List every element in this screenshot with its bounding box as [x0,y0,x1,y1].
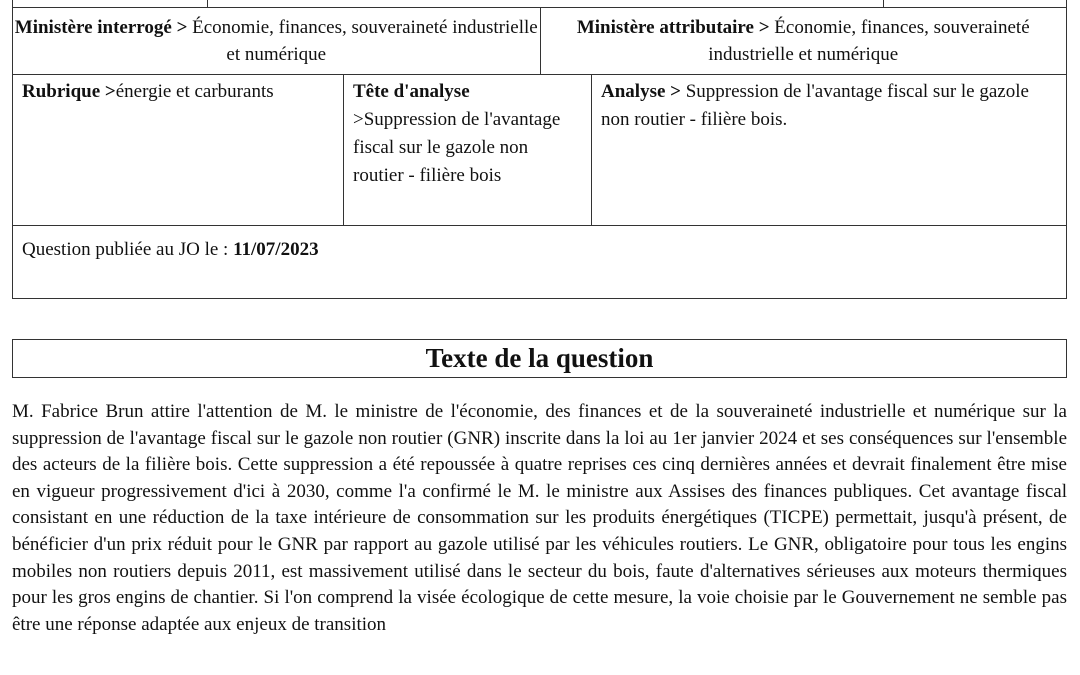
ministere-interroge-value: Économie, finances, souveraineté industrielle et numérique [192,17,538,65]
tete-analyse-value: >Suppression de l'avantage fiscal sur le gazole non routier - filière bois [353,109,561,186]
ministries-row [13,7,1066,74]
rubrique-cell [13,75,343,225]
question-body: M. Fabrice Brun attire l'attention de M. le ministre de l'économie, des finances et de la souveraineté industrielle et numérique sur la suppression de l'avantage fiscal sur le gazole non routier (GNR) inscrite dans la loi au 1er janvier 2024 et ses conséquences sur l'ensemble des acteurs de la filière bois. Cette suppression a été repoussée à quatre reprises ces cinq dernières années et devrait finalement être mise en vigueur progressivement d'ici à 2030, comme l'a confirmé le M. le ministre aux Assises des finances publiques. Cet avantage fiscal consistant en une réduction de la taxe intérieure de consommation sur les produits énergétiques (TICPE) permettait, jusqu'à présent, de bénéficier d'un prix réduit pour le GNR par rapport au gazole utilisé par les véhicules routiers. Le GNR, obligatoire pour tous les engins mobiles non routiers depuis 2011, est massivement utilisé dans le secteur du bois, faute d'alternatives sérieuses aux moteurs thermiques pour les gros engins de chantier. Si l'on comprend la visée écologique de cette mesure, la voie choisie par le Gouvernement ne semble pas être une réponse adaptée aux enjeux de transition [12,401,1067,635]
question-info-table [12,0,1067,299]
tete-analyse-label: Tête d'analyse [353,81,470,102]
publication-row [13,225,1066,298]
tete-analyse-cell [343,75,591,225]
table-top-cell [207,0,883,7]
table-top-cell [13,0,207,7]
section-title: Texte de la question [12,339,1067,378]
table-top-row [13,0,1066,7]
ministere-interroge-cell [13,8,540,74]
ministere-attributaire-cell [540,8,1067,74]
analyse-value: Suppression de l'avantage fiscal sur le gazole non routier - filière bois. [601,81,1029,130]
ministere-interroge-label: Ministère interrogé > [14,17,188,38]
rubrique-label: Rubrique > [22,81,116,102]
ministere-attributaire-value: Économie, finances, souveraineté industrielle et numérique [708,17,1030,65]
analyse-cell [591,75,1066,225]
rubrique-value: énergie et carburants [115,81,274,102]
ministere-attributaire-label: Ministère attributaire > [576,17,770,38]
publication-date: 11/07/2023 [233,239,319,260]
document-page [12,0,1067,635]
analyse-label: Analyse > [601,81,681,102]
classification-row [13,74,1066,225]
publication-cell [13,226,1066,298]
table-top-cell [883,0,1066,7]
publication-label: Question publiée au JO le : [22,239,229,260]
